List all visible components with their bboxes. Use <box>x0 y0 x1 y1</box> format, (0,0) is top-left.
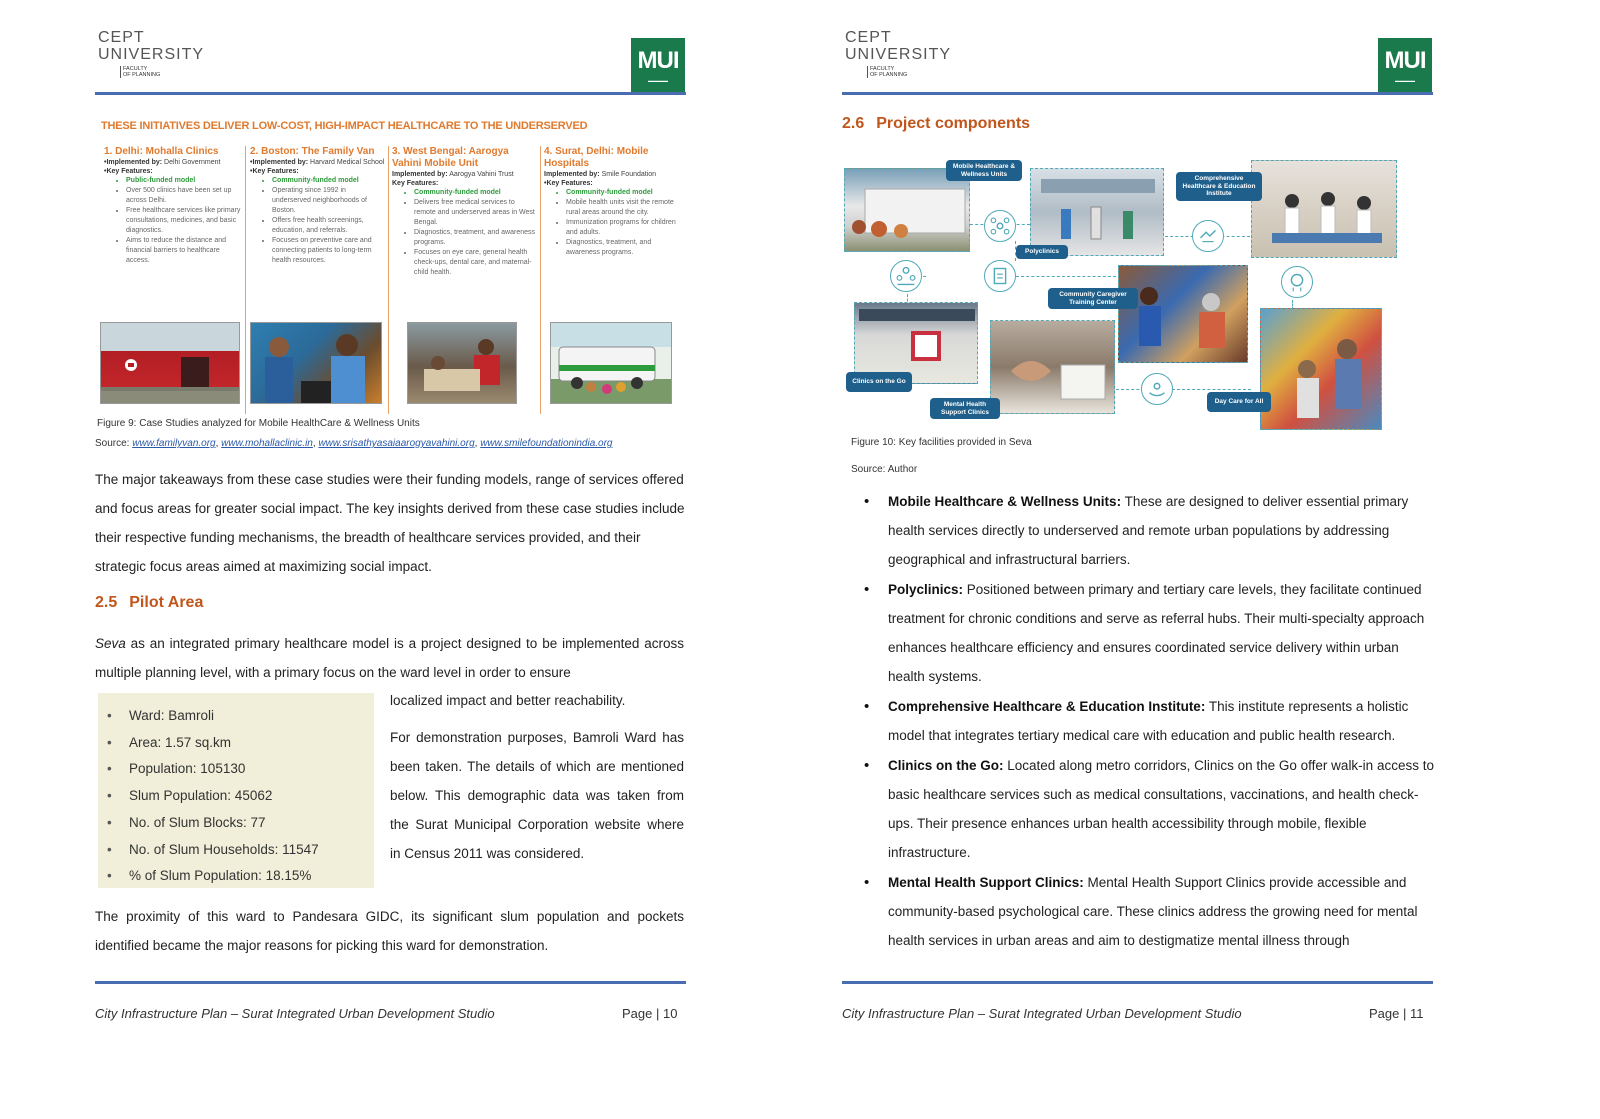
family-van-photo <box>250 322 382 404</box>
handshake-icon <box>1192 220 1224 252</box>
list-item: • Comprehensive Healthcare & Education Institute: This institute represents a holistic model that integrates tertiary medical care with education and public health research. <box>864 692 1434 750</box>
footer-title: City Infrastructure Plan – Surat Integrated Urban Development Studio <box>95 1006 495 1021</box>
header-rule <box>95 92 686 95</box>
footer-title: City Infrastructure Plan – Surat Integrated Urban Development Studio <box>842 1006 1242 1021</box>
proximity-paragraph: The proximity of this ward to Pandesara GIDC, its significant slum population and pockets identified became the major reasons for picking this ward for demonstration. <box>95 909 684 953</box>
page-number: Page | 11 <box>1369 1006 1424 1021</box>
stat-item: • Area: 1.57 sq.km <box>98 730 374 757</box>
tag-day-care: Day Care for All <box>1207 392 1271 412</box>
clipboard-icon <box>984 260 1016 292</box>
connector-line <box>1016 276 1116 277</box>
footer-rule <box>95 981 686 984</box>
health-team-icon <box>890 260 922 292</box>
column-divider <box>245 146 246 414</box>
list-item: • Mental Health Support Clinics: Mental Health Support Clinics provide accessible and community-based psychological care. These clinics address the growing need for mental health services in urban areas and aim to destigmatize mental illness through <box>864 868 1434 955</box>
tag-comprehensive-institute: Comprehensive Healthcare & Education Institute <box>1176 172 1262 201</box>
case-study-4: 4. Surat, Delhi: Mobile Hospitals Implemented by: Smile Foundation •Key Features: • Community-funded model • Mobile health units visit the remote rural areas around the city. • Immunization programs for children and adults. • Diagnostics, treatment, and awareness programs. <box>544 146 680 416</box>
polyclinic-photo <box>1030 168 1164 256</box>
stat-item: • % of Slum Population: 18.15% <box>98 863 374 890</box>
section-2-6-heading: 2.6 Project components <box>842 115 1031 132</box>
figure-9-caption: Figure 9: Case Studies analyzed for Mobile HealthCare & Wellness Units <box>97 418 420 429</box>
pilot-intro-paragraph: Seva as an integrated primary healthcare model is a project designed to be implemented across multiple planning level, with a primary focus on the ward level in order to ensure <box>95 636 684 680</box>
tag-mental-health: Mental Health Support Clinics <box>930 398 1000 419</box>
case-study-3: 3. West Bengal: Aarogya Vahini Mobile Unit Implemented by: Aarogya Vahini Trust Key Features: • Community-funded model • Delivers free medical services to remote and underserved areas in West Bengal. • Diagnostics, treatment, and awareness programs. • Focuses on eye care, general health check-ups, dental care, and maternal-child health. <box>392 146 538 416</box>
stat-item: • Ward: Bamroli <box>98 703 374 730</box>
section-2-5-heading: 2.5 Pilot Area <box>95 594 204 611</box>
mui-logo: MUI ▬▬▬▬▬ <box>631 38 685 92</box>
pilot-intro-continued: localized impact and better reachability. <box>390 693 626 708</box>
day-care-photo <box>1260 308 1382 430</box>
education-institute-photo <box>1251 160 1397 258</box>
page-number: Page | 10 <box>622 1006 678 1021</box>
column-divider <box>388 146 389 414</box>
case-study-panel-title: THESE INITIATIVES DELIVER LOW-COST, HIGH-IMPACT HEALTHCARE TO THE UNDERSERVED <box>101 120 588 132</box>
mui-logo: MUI ▬▬▬▬▬ <box>1378 38 1432 92</box>
aarogya-vahini-photo <box>407 322 517 404</box>
mental-health-photo <box>990 320 1115 414</box>
list-item: • Clinics on the Go: Located along metro corridors, Clinics on the Go offer walk-in access to basic healthcare services such as medical consultations, vaccinations, and health check-ups. Their presence enhances urban health accessibility through mobile, flexible infrastructure. <box>864 751 1434 867</box>
tag-mobile-healthcare: Mobile Healthcare & Wellness Units <box>946 160 1022 181</box>
connector-line <box>1116 389 1251 390</box>
head-mind-icon <box>1281 266 1313 298</box>
takeaways-paragraph: The major takeaways from these case studies were their funding models, range of services offered and focus areas for greater social impact. The key insights derived from these case studies include their respective funding mechanisms, the breadth of healthcare services provided, and their strategic focus areas aimed at maximizing social impact. <box>95 472 685 574</box>
figure-10-source: Source: Author <box>851 464 918 475</box>
footer-rule <box>842 981 1433 984</box>
figure-9-source: Source: www.familyvan.org, www.mohallaclinic.in, www.srisathyasaiaarogyavahini.org, www.smilefoundationindia.org <box>95 438 613 449</box>
source-link[interactable]: www.srisathyasaiaarogyavahini.org <box>318 438 475 449</box>
network-icon <box>984 210 1016 242</box>
stat-item: • No. of Slum Households: 11547 <box>98 837 374 864</box>
source-link[interactable]: www.mohallaclinic.in <box>221 438 313 449</box>
smile-foundation-photo <box>550 322 672 404</box>
list-item: • Mobile Healthcare & Wellness Units: These are designed to deliver essential primary health services directly to underserved and remote urban populations by addressing geographical and infrastructural barriers. <box>864 487 1434 574</box>
caregiver-training-photo <box>1118 265 1248 363</box>
column-divider <box>540 146 541 414</box>
list-item: • Polyclinics: Positioned between primary and tertiary care levels, they facilitate continued treatment for chronic conditions and serve as referral hubs. Their multi-specialty approach enhances healthcare efficiency and ensures coordinated service delivery within urban health systems. <box>864 575 1434 691</box>
source-link[interactable]: www.smilefoundationindia.org <box>480 438 613 449</box>
case-study-2: 2. Boston: The Family Van •Implemented by: Harvard Medical School •Key Features: • Community-funded model • Operating since 1992 in underserved neighborhoods of Boston. • Offers free health screenings, education, and referrals. • Focuses on preventive care and connecting patients to long-term health resources. <box>250 146 386 416</box>
figure-10-caption: Figure 10: Key facilities provided in Seva <box>851 437 1032 448</box>
ward-stats-box <box>98 693 374 888</box>
care-icon <box>1141 373 1173 405</box>
cept-university-logo: CEPT UNIVERSITY FACULTY OF PLANNING <box>98 29 205 78</box>
tag-clinics-on-the-go: Clinics on the Go <box>846 372 912 392</box>
case-study-1: 1. Delhi: Mohalla Clinics •Implemented by: Delhi Government •Key Features: • Public-funded model • Over 500 clinics have been set up across Delhi. • Free healthcare services like primary consultations, medicines, and basic diagnostics. • Aims to reduce the distance and financial barriers to healthcare access. <box>104 146 242 416</box>
cept-university-logo: CEPT UNIVERSITY FACULTY OF PLANNING <box>845 29 952 78</box>
tag-polyclinics: Polyclinics <box>1016 245 1068 259</box>
source-link[interactable]: www.familyvan.org <box>132 438 216 449</box>
demonstration-paragraph: For demonstration purposes, Bamroli Ward has been taken. The details of which are mentioned below. This demographic data was taken from the Surat Municipal Corporation website where in Census 2011 was considered. <box>390 730 684 861</box>
stat-item: • Slum Population: 45062 <box>98 783 374 810</box>
components-list <box>864 487 1434 956</box>
tag-community-caregiver: Community Caregiver Training Center <box>1048 288 1138 309</box>
stat-item: • Population: 105130 <box>98 756 374 783</box>
mohalla-clinic-photo <box>100 322 240 404</box>
page-11 <box>800 0 1600 1119</box>
header-rule <box>842 92 1433 95</box>
stat-item: • No. of Slum Blocks: 77 <box>98 810 374 837</box>
